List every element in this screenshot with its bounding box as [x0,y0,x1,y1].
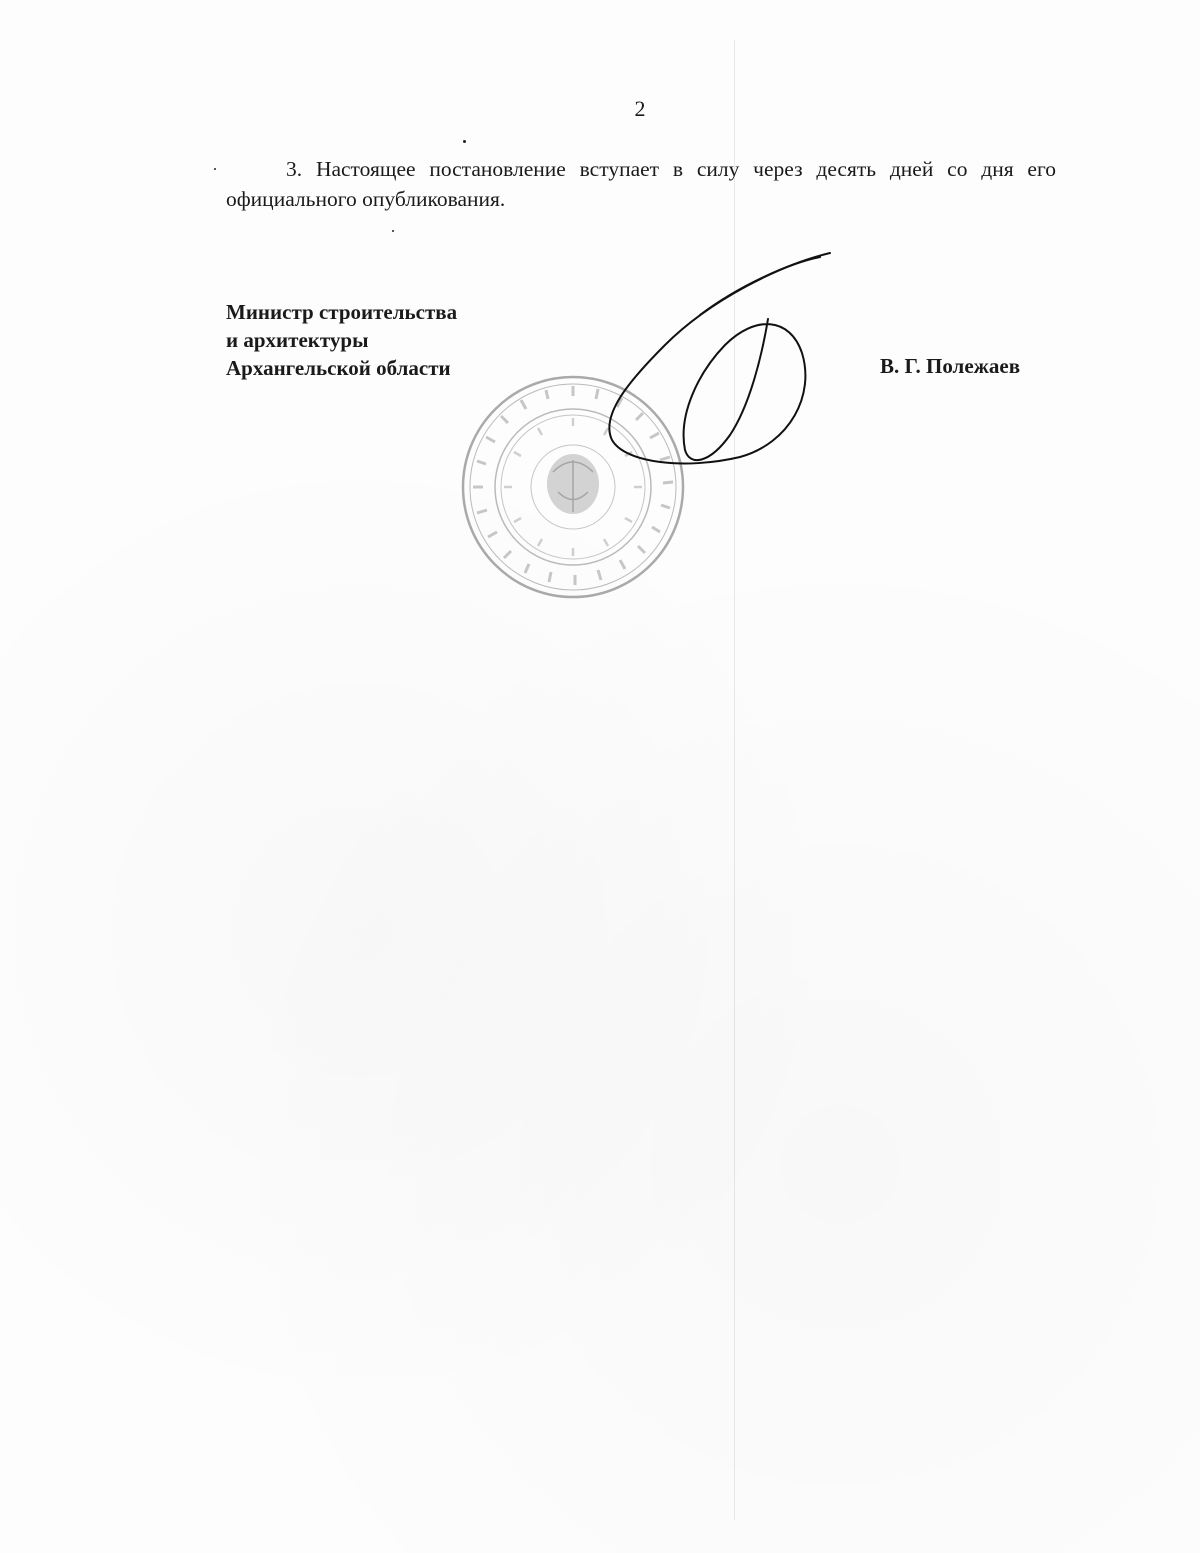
scan-speck [463,140,466,143]
signature-block [226,298,457,382]
signer-title-line-2: и архитектуры [226,328,369,352]
signature-icon [590,245,840,475]
signer-title-line-1: Министр строительства [226,300,458,324]
paragraph-3: 3. Настоящее постановление вступает в силу через десять дней со дня его официального опубликования. [226,157,1056,211]
signer-title-line-3: Архангельской области [226,356,451,380]
signer-name: В. Г. Полежаев [880,354,1021,378]
scan-speck [214,168,216,170]
scan-speck [392,230,394,232]
page-number: 2 [634,96,646,121]
